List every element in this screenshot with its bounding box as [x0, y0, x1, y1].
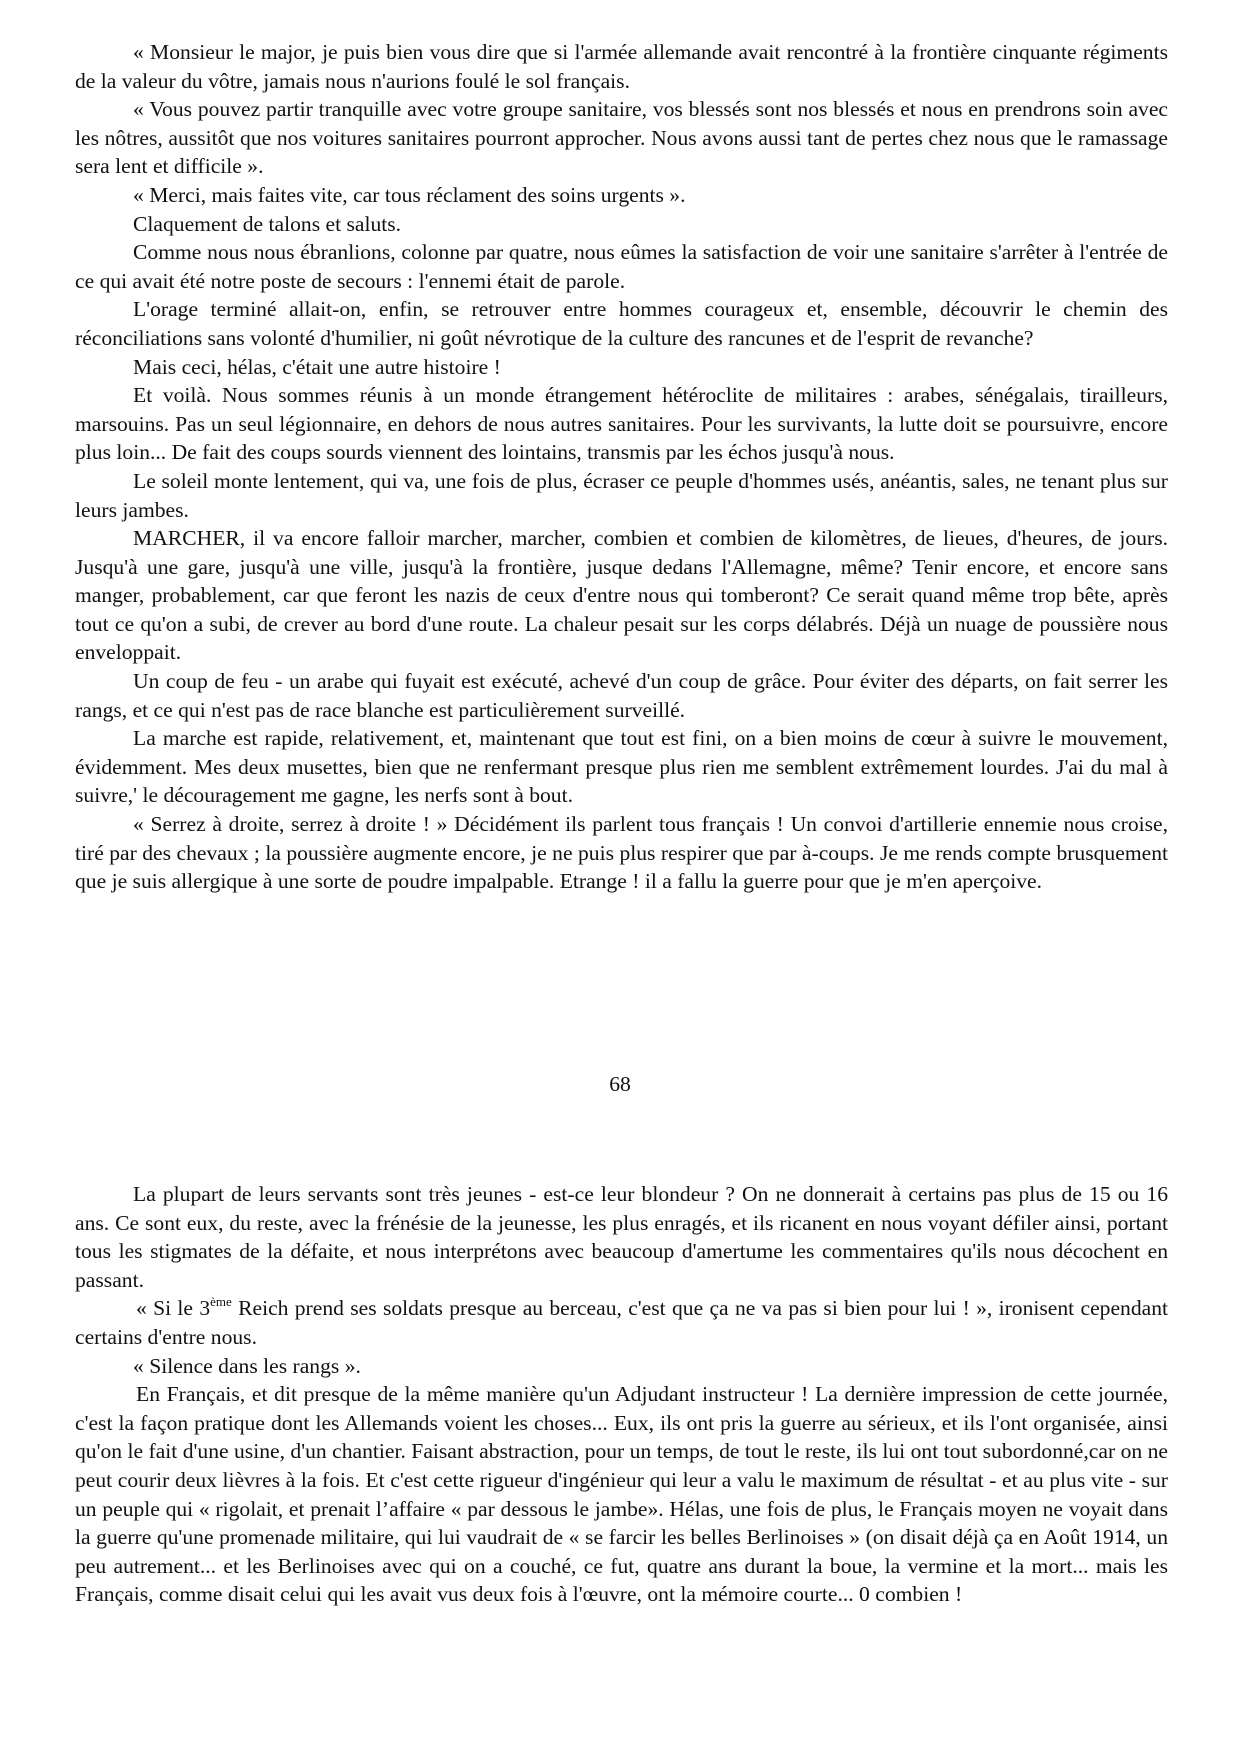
paragraph: « Serrez à droite, serrez à droite ! » Décidément ils parlent tous français ! Un convoi d'artillerie ennemie nous croise, tiré par des chevaux ; la poussière augmente encore, je ne puis plus respirer que par à-coups. Je me rends compte brusquement que je suis allergique à une sorte de poudre impalpable. Etrange ! il a fallu la guerre pour que je m'en aperçoive. [75, 812, 1168, 894]
quote-start: « Si le 3 [136, 1296, 211, 1321]
paragraph: La marche est rapide, relativement, et, maintenant que tout est fini, on a bien moins de cœur à suivre le mouvement, évidemment. Mes deux musettes, bien que ne renfermant presque plus rien me semblent extrêmement lourdes. J'ai du mal à suivre,' le découragement me gagne, les nerfs sont à bout. [75, 726, 1168, 808]
paragraph: Le soleil monte lentement, qui va, une fois de plus, écraser ce peuple d'hommes usés, anéantis, sales, ne tenant plus sur leurs jambes. [75, 468, 1168, 522]
paragraph: « Merci, mais faites vite, car tous réclament des soins urgents ». [133, 182, 686, 207]
paragraph: L'orage terminé allait-on, enfin, se retrouver entre hommes courageux et, ensemble, découvrir le chemin des réconciliations sans volonté d'humilier, ni goût névrotique de la culture des rancunes et de l'esprit de revanche? [75, 297, 1168, 350]
paragraph [75, 1294, 1168, 1351]
paragraph: « Vous pouvez partir tranquille avec votre groupe sanitaire, vos blessés sont nos blessés et nous en prendrons soin avec les nôtres, aussitôt que nos voitures sanitaires pourront approcher. Nous avons aussi tant de pertes chez nous que le ramassage sera lent et difficile ». [75, 97, 1168, 179]
page-number: 68 [609, 1072, 631, 1096]
paragraph: Claquement de talons et saluts. [133, 211, 402, 236]
ordinal-superscript: ème [210, 1294, 232, 1310]
paragraph: Mais ceci, hélas, c'était une autre histoire ! [133, 354, 501, 379]
paragraph: « Silence dans les rangs ». [133, 1353, 361, 1378]
paragraph: Comme nous nous ébranlions, colonne par quatre, nous eûmes la satisfaction de voir une sanitaire s'arrêter à l'entrée de ce qui avait été notre poste de secours : l'ennemi était de parole. [75, 240, 1168, 293]
top-text-block [75, 38, 1168, 896]
quote-rest: Reich prend ses soldats presque au berceau, c'est que ça ne va pas si bien pour lui ! », ironisent cependant certains d'entre nous. [75, 1296, 1169, 1349]
bottom-text-block [75, 1180, 1168, 1609]
paragraph: La plupart de leurs servants sont très jeunes - est-ce leur blondeur ? On ne donnerait à certains pas plus de 15 ou 16 ans. Ce sont eux, du reste, avec la frénésie de la jeunesse, les plus enragés, et ils ricanent en nous voyant défiler ainsi, portant tous les stigmates de la défaite, et nous interprétons avec beaucoup d'amertume les commentaires qu'ils nous décochent en passant. [75, 1182, 1168, 1292]
paragraph: Un coup de feu - un arabe qui fuyait est exécuté, achevé d'un coup de grâce. Pour éviter des départs, on fait serrer les rangs, et ce qui n'est pas de race blanche est particulièrement surveillé. [75, 669, 1168, 722]
paragraph: En Français, et dit presque de la même manière qu'un Adjudant instructeur ! La dernière impression de cette journée, c'est la façon pratique dont les Allemands voient les choses... Eux, ils ont pris la guerre au sérieux, et ils l'ont organisée, ainsi qu'on le fait d'une usine, d'un chantier. Faisant abstraction, pour un temps, de tout le reste, ils lui ont tout subordonné,car on ne peut courir deux lièvres à la fois. Et c'est cette rigueur d'ingénieur qui leur a valu le maximum de résultat - et au plus vite - sur un peuple qui « rigolait, et prenait l’affaire « par dessous le jambe». Hélas, une fois de plus, le Français moyen ne voyait dans la guerre qu'une promenade militaire, qui lui vaudrait de « se farcir les belles Berlinoises » (on disait déjà ça en Août 1914, un peu autrement... et les Berlinoises avec qui on a couché, ce fut, quatre ans durant la boue, la vermine et la mort... mais les Français, comme disait celui qui les avait vus deux fois à l'œuvre, ont la mémoire courte... 0 combien ! [75, 1382, 1168, 1607]
paragraph: Et voilà. Nous sommes réunis à un monde étrangement hétéroclite de militaires : arabes, sénégalais, tirailleurs, marsouins. Pas un seul légionnaire, en dehors de nous autres sanitaires. Pour les survivants, la lutte doit se poursuivre, encore plus loin... De fait des coups sourds viennent des lointains, transmis par les échos jusqu'à nous. [75, 383, 1168, 465]
paragraph: MARCHER, il va encore falloir marcher, marcher, combien et combien de kilomètres, de lieues, d'heures, de jours. Jusqu'à une gare, jusqu'à une ville, jusqu'à la frontière, jusque dedans l'Allemagne, même? Tenir encore, et encore sans manger, probablement, car que feront les nazis de ceux d'entre nous qui tomberont? Ce serait quand même trop bête, après tout ce qu'on a subi, de crever au bord d'une route. La chaleur pesait sur les corps délabrés. Déjà un nuage de poussière nous enveloppait. [75, 526, 1168, 665]
paragraph: « Monsieur le major, je puis bien vous dire que si l'armée allemande avait rencontré à la frontière cinquante régiments de la valeur du vôtre, jamais nous n'aurions foulé le sol français. [75, 40, 1168, 93]
